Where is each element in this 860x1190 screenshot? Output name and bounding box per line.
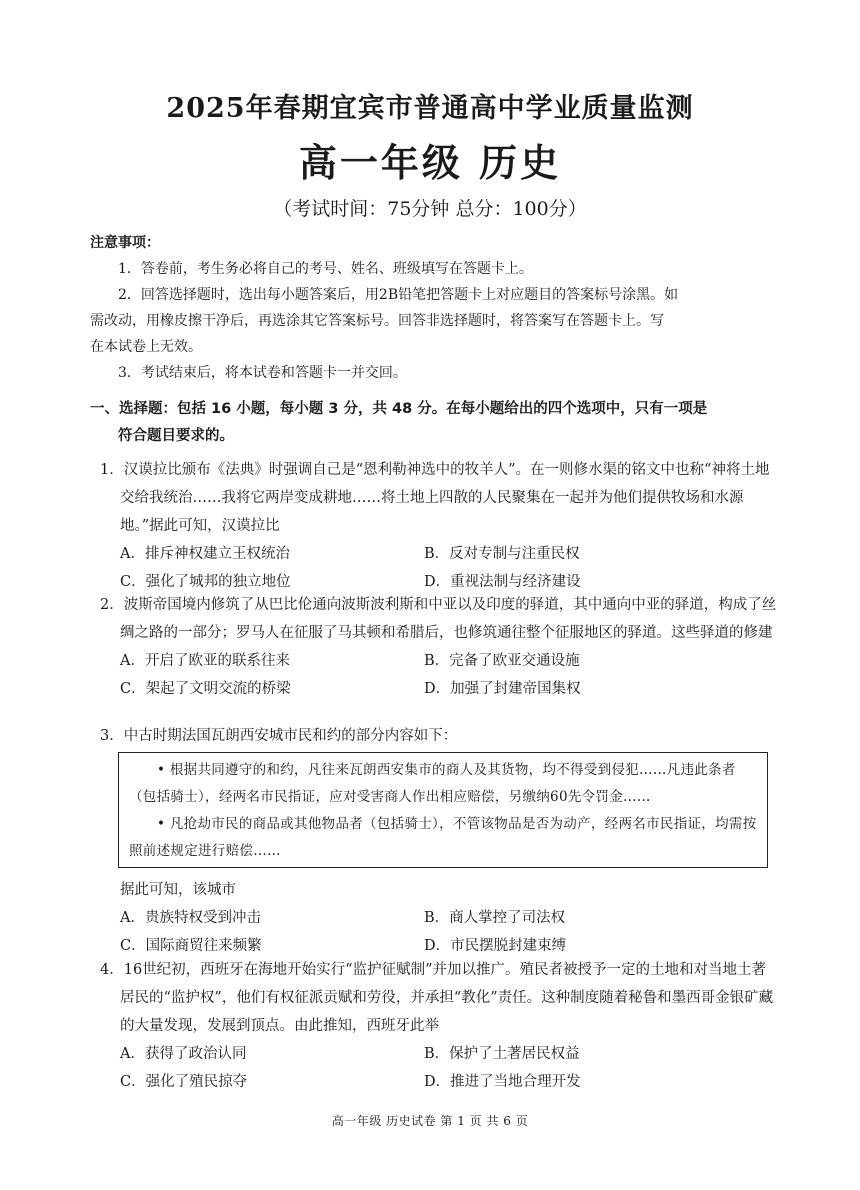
question-4 (100, 956, 780, 1096)
question-2-option-b: B．完备了欧亚交通设施 (424, 653, 580, 669)
question-4-options (120, 1040, 780, 1096)
question-3-option-b: B．商人掌控了司法权 (424, 910, 566, 926)
source-paragraph-2: • 凡抢劫市民的商品或其他物品者（包括骑士），不管该物品是否为动产，经两名市民指证，均需按照前述规定进行赔偿…… (129, 816, 757, 859)
notice-item-2-line3: 在本试卷上无效。 (90, 339, 202, 355)
question-1-stem: 1．汉谟拉比颁布《法典》时强调自己是“恩利勒神选中的牧羊人”。在一则修水渠的铭文中也称“神将土地交给我统治……我将它两岸变成耕地……将土地上四散的人民聚集在一起并为他们提供牧场和水源地。”据此可知，汉谟拉比 (100, 462, 770, 534)
question-3-option-c: C．国际商贸往来频繁 (120, 938, 262, 954)
question-2-stem: 2．波斯帝国境内修筑了从巴比伦通向波斯波利斯和中亚以及印度的驿道，其中通向中亚的驿道，构成了丝绸之路的一部分；罗马人在征服了马其顿和希腊后，也修筑通往整个征服地区的驿道。这些驿道的修建 (100, 597, 777, 641)
question-4-option-b: B．保护了土著居民权益 (424, 1046, 580, 1062)
question-4-option-d: D．推进了当地合理开发 (424, 1074, 581, 1090)
question-1-option-a: A．排斥神权建立王权统治 (120, 546, 290, 562)
page-footer: 高一年级 历史试卷 第 1 页 共 6 页 (331, 1114, 529, 1128)
question-1-options (120, 540, 780, 596)
notice-list (90, 256, 780, 386)
exam-subject-title: 高一年级 历史 (298, 141, 562, 185)
question-2-options (120, 647, 780, 703)
source-paragraph-1: • 根据共同遵守的和约，凡往来瓦朗西安集市的商人及其货物，均不得受到侵犯……凡违此条者（包括骑士），经两名市民指证，应对受害商人作出相应赔偿，另缴纳60先令罚金…… (129, 762, 736, 805)
question-1-option-d: D．重视法制与经济建设 (424, 574, 581, 590)
question-1-option-b: B．反对专制与注重民权 (424, 546, 580, 562)
question-1 (100, 456, 780, 596)
exam-title: 2025年春期宜宾市普通高中学业质量监测 (166, 93, 694, 124)
question-3-source-box (118, 752, 768, 868)
notice-item-1: 1．答卷前，考生务必将自己的考号、姓名、班级填写在答题卡上。 (118, 261, 533, 277)
notice-item-2-line1: 2．回答选择题时，选出每小题答案后，用2B铅笔把答题卡上对应题目的答案标号涂黑。如 (118, 287, 679, 303)
question-4-option-c: C．强化了殖民掠夺 (120, 1074, 248, 1090)
section-heading-line1: 一、选择题：包括 16 小题，每小题 3 分，共 48 分。在每小题给出的四个选项中，只有一项是 (90, 401, 708, 417)
section-heading-line2: 符合题目要求的。 (118, 428, 234, 444)
question-4-stem: 4．16世纪初，西班牙在海地开始实行“监护征赋制”并加以推广。殖民者被授予一定的土地和对当地土著居民的“监护权”，他们有权征派贡赋和劳役，并承担“教化”责任。这种制度随着秘鲁和墨西哥金银矿藏的大量发现，发展到顶点。由此推知，西班牙此举 (100, 962, 774, 1034)
question-3 (100, 722, 780, 750)
notice-item-2-line2: 需改动，用橡皮擦干净后，再选涂其它答案标号。回答非选择题时，将答案写在答题卡上。写 (90, 313, 664, 329)
question-3-option-d: D．市民摆脱封建束缚 (424, 938, 567, 954)
question-2-option-d: D．加强了封建帝国集权 (424, 681, 581, 697)
exam-info: （考试时间：75分钟 总分：100分） (273, 198, 587, 220)
notice-item-3: 3．考试结束后，将本试卷和答题卡一并交回。 (118, 365, 407, 381)
question-3-tail (100, 876, 780, 960)
question-2-option-a: A．开启了欧亚的联系往来 (120, 653, 290, 669)
question-3-option-a: A．贵族特权受到冲击 (120, 910, 261, 926)
question-2-option-c: C．架起了文明交流的桥梁 (120, 681, 291, 697)
question-3-options (120, 904, 780, 960)
question-3-stem: 3．中古时期法国瓦朗西安城市民和约的部分内容如下： (100, 728, 458, 744)
question-4-option-a: A．获得了政治认同 (120, 1046, 247, 1062)
question-1-option-c: C．强化了城邦的独立地位 (120, 574, 291, 590)
question-3-lead: 据此可知，该城市 (120, 882, 236, 898)
question-2 (100, 591, 780, 703)
notice-heading: 注意事项： (90, 235, 160, 251)
section-heading (90, 396, 780, 450)
